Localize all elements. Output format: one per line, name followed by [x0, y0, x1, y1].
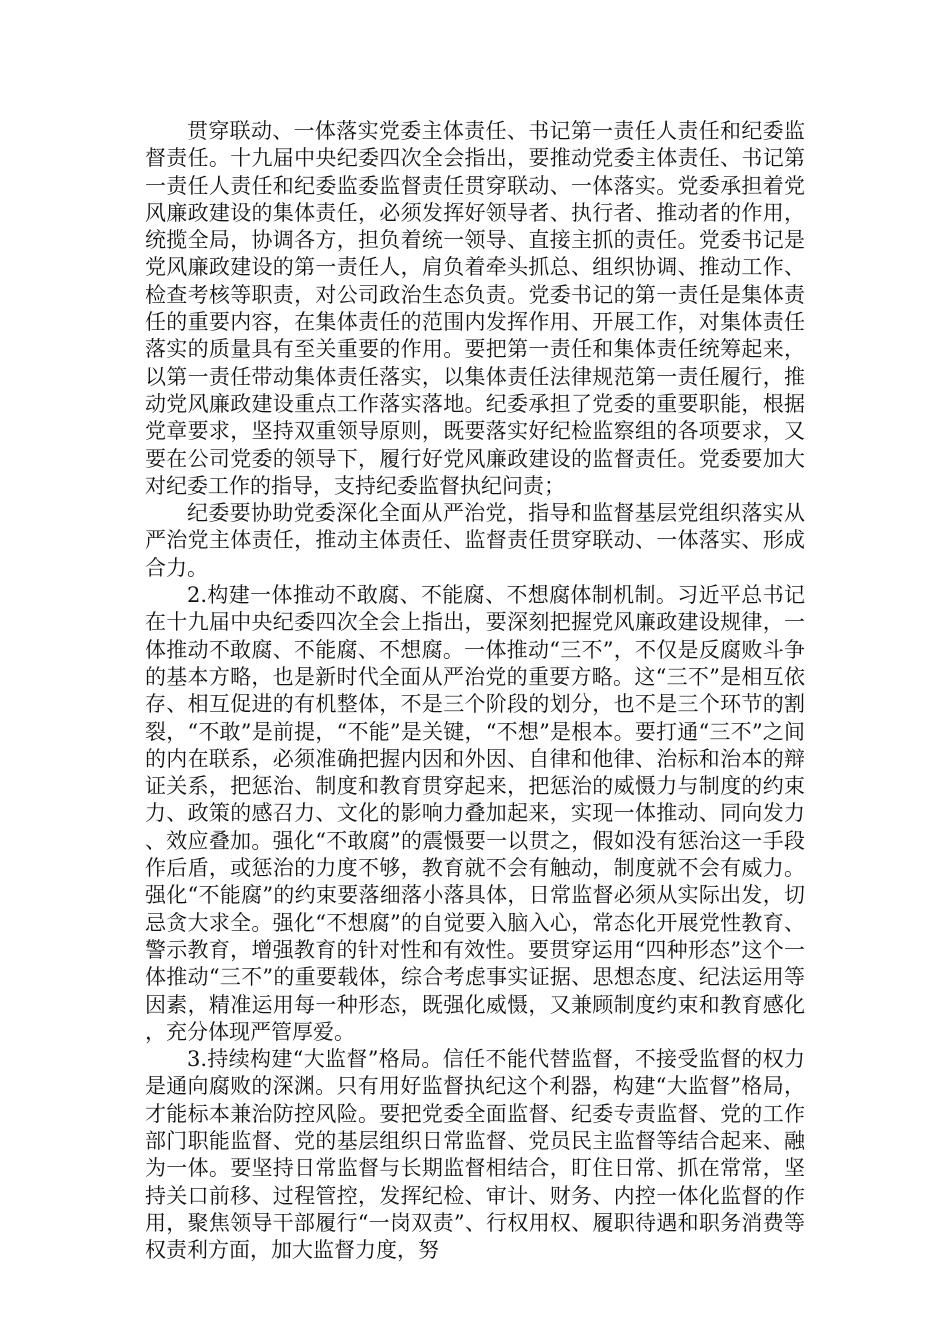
paragraph-responsibility-linkage: 贯穿联动、一体落实党委主体责任、书记第一责任人责任和纪委监督责任。十九届中央纪委四次全会指出，要推动党委主体责任、书记第一责任人责任和纪委监委监督责任贯穿联动、一体落实。党委承担着党风廉政建设的集体责任，必须发挥好领导者、执行者、推动者的作用，统揽全局，协调各方，担负着统一领导、直接主抓的责任。党委书记是党风廉政建设的第一责任人，肩负着牵头抓总、组织协调、推动工作、检查考核等职责，对公司政治生态负责。党委书记的第一责任是集体责任的重要内容，在集体责任的范围内发挥作用、开展工作，对集体责任落实的质量具有至关重要的作用。要把第一责任和集体责任统筹起来，以第一责任带动集体责任落实，以集体责任法律规范第一责任履行，推动党风廉政建设重点工作落实落地。纪委承担了党委的重要职能，根据党章要求，坚持双重领导原则，既要落实好纪检监察组的各项要求，又要在公司党委的领导下，履行好党风廉政建设的监督责任。党委要加大对纪委工作的指导，支持纪委监督执纪问责； [145, 119, 805, 498]
document-body [145, 118, 805, 1264]
paragraph-big-supervision: 3.持续构建“大监督”格局。信任不能代替监督，不接受监督的权力是通向腐败的深渊。只有用好监督执纪这个利器，构建“大监督”格局，才能标本兼治防控风险。要把党委全面监督、纪委专责监督、党的工作部门职能监督、党的基层组织日常监督、党员民主监督等结合起来、融为一体。要坚持日常监督与长期监督相结合，盯住日常、抓在常常，坚持关口前移、过程管控，发挥纪检、审计、财务、内控一体化监督的作用，聚焦领导干部履行“一岗双责”、行权用权、履职待遇和职务消费等权责利方面，加大监督力度，努 [145, 1047, 805, 1263]
paragraph-discipline-commission-role: 纪委要协助党委深化全面从严治党，指导和监督基层党组织落实从严治党主体责任，推动主体责任、监督责任贯穿联动、一体落实、形成合力。 [145, 501, 805, 580]
paragraph-three-no-mechanism: 2.构建一体推动不敢腐、不能腐、不想腐体制机制。习近平总书记在十九届中央纪委四次全会上指出，要深刻把握党风廉政建设规律，一体推动不敢腐、不能腐、不想腐。一体推动“三不”，不仅是反腐败斗争的基本方略，也是新时代全面从严治党的重要方略。这“三不”是相互依存、相互促进的有机整体，不是三个阶段的划分，也不是三个环节的割裂，“不敢”是前提，“不能”是关键，“不想”是根本。要打通“三不”之间的内在联系，必须准确把握内因和外因、自律和他律、治标和治本的辩证关系，把惩治、制度和教育贯穿起来，把惩治的威慑力与制度的约束力、政策的感召力、文化的影响力叠加起来，实现一体推动、同向发力、效应叠加。强化“不敢腐”的震慑要一以贯之，假如没有惩治这一手段作后盾，或惩治的力度不够，教育就不会有触动，制度就不会有威力。强化“不能腐”的约束要落细落小落具体，日常监督必须从实际出发，切忌贪大求全。强化“不想腐”的自觉要入脑入心，常态化开展党性教育、警示教育，增强教育的针对性和有效性。要贯穿运用“四种形态”这个一体推动“三不”的重要载体，综合考虑事实证据、思想态度、纪法运用等因素，精准运用每一种形态，既强化威慑，又兼顾制度约束和教育感化，充分体现严管厚爱。 [145, 583, 805, 1044]
